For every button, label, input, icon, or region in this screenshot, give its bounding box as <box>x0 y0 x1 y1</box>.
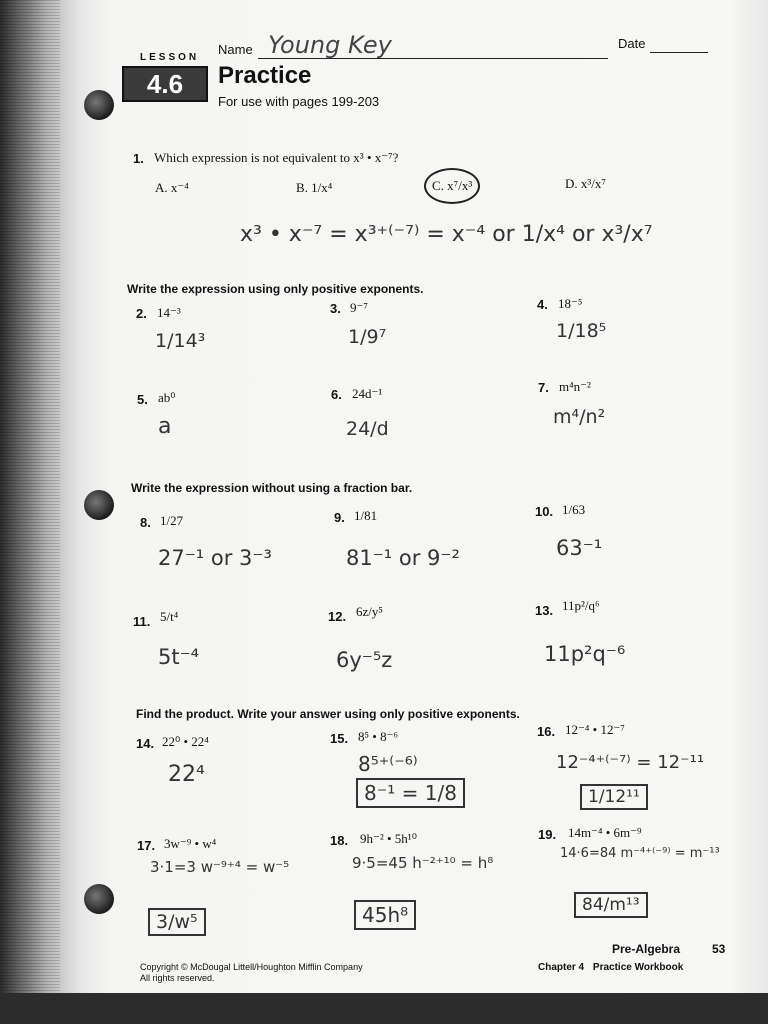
name-value: Young Key <box>268 31 392 59</box>
q1-work: x³ • x⁻⁷ = x³⁺⁽⁻⁷⁾ = x⁻⁴ or 1/x⁴ or x³/x⁷ <box>240 222 653 247</box>
binding-edge <box>0 0 60 1024</box>
problem-6-answer: 24/d <box>346 418 389 440</box>
page-subtitle: For use with pages 199-203 <box>218 94 380 109</box>
section1-instruction: Write the expression using only positive exponents. <box>127 282 424 296</box>
problem-16-expression: 12⁻⁴ • 12⁻⁷ <box>565 722 625 737</box>
problem-12-answer: 6y⁻⁵z <box>336 648 393 672</box>
problem-18-work: 9·5=45 h⁻²⁺¹⁰ = h⁸ <box>352 854 494 872</box>
lesson-number: 4.6 <box>122 66 208 102</box>
problem-7-answer: m⁴/n² <box>553 406 606 428</box>
problem-5-expression: ab⁰ <box>158 390 176 405</box>
binder-hole <box>84 884 114 914</box>
book-title: Pre-Algebra <box>612 942 681 956</box>
problem-13-expression: 11p²/q⁶ <box>562 598 600 613</box>
problem-8-answer: 27⁻¹ or 3⁻³ <box>158 546 272 570</box>
problem-8-number: 8. <box>140 515 151 530</box>
problem-18-answer: 45h⁸ <box>354 900 416 930</box>
problem-9-number: 9. <box>334 510 345 525</box>
problem-11-number: 11. <box>133 614 151 629</box>
problem-15-answer: 8⁻¹ = 1/8 <box>356 778 465 808</box>
problem-2-number: 2. <box>136 306 147 321</box>
q1-option-a: A. x⁻⁴ <box>155 180 189 195</box>
problem-15-expression: 8⁵ • 8⁻⁶ <box>358 729 398 744</box>
problem-16-number: 16. <box>537 724 556 739</box>
section2-instruction: Write the expression without using a fraction bar. <box>131 481 413 495</box>
problem-4-number: 4. <box>537 297 548 312</box>
problem-3-number: 3. <box>330 301 341 316</box>
problem-6-number: 6. <box>331 387 342 402</box>
problem-7-number: 7. <box>538 380 549 395</box>
problem-15-number: 15. <box>330 731 349 746</box>
problem-11-expression: 5/t⁴ <box>160 609 179 624</box>
problem-9-expression: 1/81 <box>354 508 378 523</box>
problem-10-answer: 63⁻¹ <box>556 536 603 560</box>
problem-18-number: 18. <box>330 833 349 848</box>
section3-instruction: Find the product. Write your answer using only positive exponents. <box>136 707 520 721</box>
binder-hole <box>84 90 114 120</box>
problem-5-number: 5. <box>137 392 148 407</box>
problem-12-expression: 6z/y⁵ <box>356 604 383 619</box>
problem-15-work: 8⁵⁺⁽⁻⁶⁾ <box>358 752 418 776</box>
problem-14-number: 14. <box>136 736 155 751</box>
problem-17-answer: 3/w⁵ <box>148 908 206 936</box>
problem-16-answer: 1/12¹¹ <box>580 784 648 810</box>
problem-19-expression: 14m⁻⁴ • 6m⁻⁹ <box>568 825 642 840</box>
problem-19-number: 19. <box>538 827 557 842</box>
problem-19-work: 14·6=84 m⁻⁴⁺⁽⁻⁹⁾ = m⁻¹³ <box>560 846 720 861</box>
problem-2-answer: 1/14³ <box>155 330 206 352</box>
problem-10-expression: 1/63 <box>562 502 586 517</box>
problem-4-answer: 1/18⁵ <box>556 320 607 342</box>
problem-13-number: 13. <box>535 603 554 618</box>
workbook-label: Practice Workbook <box>592 962 684 973</box>
problem-5-answer: a <box>158 414 172 439</box>
date-label: Date <box>618 36 646 51</box>
problem-11-answer: 5t⁻⁴ <box>158 645 200 669</box>
chapter-label <box>538 962 683 973</box>
problem-2-expression: 14⁻³ <box>157 305 181 320</box>
problem-10-number: 10. <box>535 504 554 519</box>
problem-7-expression: m⁴n⁻² <box>559 379 591 394</box>
problem-13-answer: 11p²q⁻⁶ <box>544 642 626 666</box>
q1-option-d: D. x³/x⁷ <box>565 176 606 191</box>
problem-18-expression: 9h⁻² • 5h¹⁰ <box>360 831 417 846</box>
binder-hole <box>84 490 114 520</box>
problem-3-expression: 9⁻⁷ <box>350 300 368 315</box>
copyright-notice: Copyright © McDougal Littell/Houghton Mifflin Company All rights reserved. <box>140 962 363 983</box>
lesson-label: LESSON <box>140 52 200 63</box>
problem-6-expression: 24d⁻¹ <box>352 386 383 401</box>
page-number: 53 <box>712 942 726 956</box>
problem-3-answer: 1/9⁷ <box>348 326 387 348</box>
problem-4-expression: 18⁻⁵ <box>558 296 583 311</box>
problem-12-number: 12. <box>328 609 347 624</box>
page-title: Practice <box>218 62 312 89</box>
q1-number: 1. <box>133 151 144 166</box>
name-label: Name <box>218 42 253 57</box>
problem-19-answer: 84/m¹³ <box>574 892 648 918</box>
problem-17-work: 3·1=3 w⁻⁹⁺⁴ = w⁻⁵ <box>150 858 290 876</box>
q1-option-b: B. 1/x⁴ <box>296 180 333 195</box>
scan-shadow <box>0 993 768 1024</box>
q1-text: Which expression is not equivalent to x³ • x⁻⁷? <box>154 150 399 165</box>
problem-9-answer: 81⁻¹ or 9⁻² <box>346 546 460 570</box>
problem-16-work: 12⁻⁴⁺⁽⁻⁷⁾ = 12⁻¹¹ <box>556 752 705 773</box>
date-line <box>650 52 708 53</box>
problem-14-answer: 22⁴ <box>168 762 205 787</box>
problem-17-expression: 3w⁻⁹ • w⁴ <box>164 836 217 851</box>
problem-14-expression: 22⁰ • 22⁴ <box>162 734 209 749</box>
problem-17-number: 17. <box>137 838 156 853</box>
q1-option-c: C. x⁷/x³ <box>424 168 480 204</box>
problem-8-expression: 1/27 <box>160 513 184 528</box>
chapter-number: Chapter 4 <box>538 962 585 973</box>
